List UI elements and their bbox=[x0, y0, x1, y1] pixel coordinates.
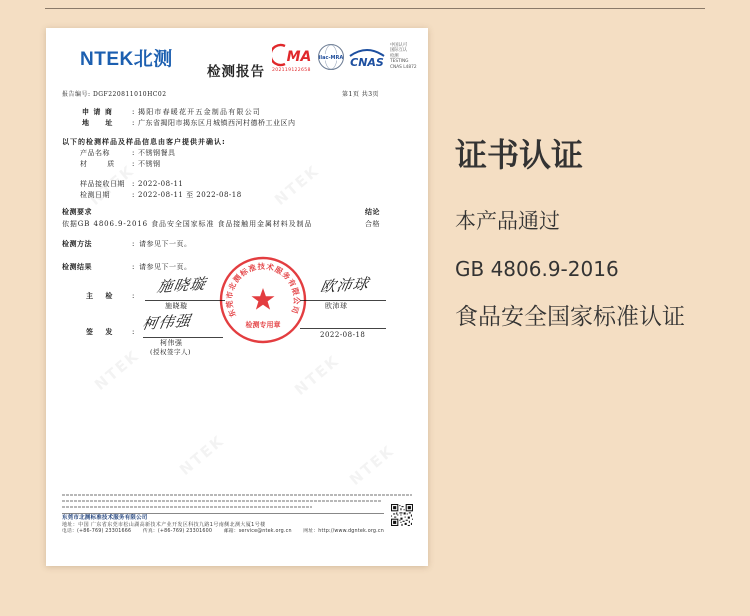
footer-address: 地址：中国 广东省东莞市松山湖高新技术产业开发区科技九路1号南侧北测大厦1号楼 bbox=[62, 522, 266, 528]
inspector-label: 主 检 bbox=[86, 292, 118, 300]
colon: : bbox=[132, 160, 135, 168]
method-label: 检测方法 bbox=[62, 240, 92, 248]
report-number bbox=[62, 92, 167, 98]
applicant-label: 申 请 商 bbox=[82, 108, 113, 116]
watermark bbox=[92, 348, 142, 393]
accreditation-note-line: TESTING bbox=[390, 59, 409, 65]
material-label: 材 质 bbox=[80, 160, 124, 168]
conclusion-heading: 结论 bbox=[365, 208, 380, 216]
seal-center-text: 检测专用章 bbox=[245, 321, 281, 329]
fine-print-line bbox=[62, 506, 312, 508]
issuer-role: (授权签字人) bbox=[150, 348, 192, 356]
colon: : bbox=[132, 191, 135, 199]
footer-phone: 电话：(+86-769) 23301666 bbox=[62, 529, 132, 534]
accreditation-note bbox=[390, 43, 417, 70]
applicant-value: 揭阳市春暖花开五金制品有限公司 bbox=[138, 108, 261, 116]
test-date-label: 检测日期 bbox=[80, 191, 110, 199]
report-title: 检测报告 bbox=[207, 64, 265, 80]
cma-mark: MA bbox=[286, 49, 312, 65]
address-value: 广东省揭阳市揭东区月城镇西河村德桥工业区内 bbox=[138, 119, 296, 127]
ntek-logo: NTEK北测 bbox=[80, 49, 173, 70]
fine-print-line bbox=[62, 494, 412, 496]
test-date-value: 2022-08-11 至 2022-08-18 bbox=[138, 191, 242, 199]
method-value: 请参见下一页。 bbox=[139, 240, 192, 248]
cma-logo bbox=[272, 42, 316, 68]
product-name-value: 不锈钢餐具 bbox=[138, 149, 176, 157]
footer-fax: 传真：(+86-769) 23301600 bbox=[142, 529, 213, 534]
fine-print-line bbox=[62, 500, 382, 502]
colon: : bbox=[132, 149, 135, 157]
footer-contact bbox=[62, 530, 384, 535]
page-info: 第1页 共3页 bbox=[342, 91, 380, 98]
ilac-mark: ilac-MRA bbox=[318, 55, 344, 62]
result-label: 检测结果 bbox=[62, 263, 92, 271]
panel-line-pass: 本产品通过 bbox=[455, 209, 560, 233]
footer-company: 东莞市北测标准技术服务有限公司 bbox=[62, 515, 148, 521]
panel-line-standard: GB 4806.9-2016 bbox=[455, 257, 619, 281]
panel-line-certification: 食品安全国家标准认证 bbox=[455, 304, 685, 330]
seal-ring-text: 东莞市北测标准技术服务有限公司 bbox=[224, 261, 302, 319]
official-seal bbox=[218, 255, 308, 345]
signature-line bbox=[143, 337, 223, 338]
watermark bbox=[177, 433, 227, 478]
colon: : bbox=[132, 119, 135, 127]
date-line bbox=[300, 328, 386, 329]
issue-date: 2022-08-18 bbox=[320, 331, 366, 339]
cnas-mark: CNAS bbox=[350, 56, 384, 69]
inspector-name: 施晓璇 bbox=[165, 302, 188, 310]
product-name-label: 产品名称 bbox=[80, 149, 110, 157]
receive-date-value: 2022-08-11 bbox=[138, 180, 184, 188]
footer-email: 邮箱：service@ntek.org.cn bbox=[223, 529, 292, 534]
cma-number: 202119122658 bbox=[272, 68, 311, 73]
inspector-signature: 施晓璇 bbox=[155, 274, 208, 296]
address-label: 地 址 bbox=[82, 119, 120, 127]
issuer-label: 签 发 bbox=[86, 328, 118, 336]
watermark bbox=[292, 353, 342, 398]
watermark bbox=[347, 443, 397, 488]
report-number-value: DGF220811010HC02 bbox=[92, 91, 167, 98]
accreditation-note-line: 检测 bbox=[390, 53, 399, 59]
accreditation-note-line: CNAS L4872 bbox=[390, 64, 417, 70]
reviewer-name: 欧沛球 bbox=[325, 302, 348, 310]
reviewer-signature: 欧沛球 bbox=[318, 274, 371, 296]
accreditation-note-line: 国际互认 bbox=[390, 48, 408, 54]
ilac-mra-logo bbox=[317, 43, 345, 71]
qr-code bbox=[391, 504, 413, 526]
panel-title: 证书认证 bbox=[455, 136, 584, 174]
colon: : bbox=[132, 180, 135, 188]
colon: : bbox=[132, 108, 135, 116]
report-number-label: 报告编号: bbox=[62, 91, 91, 98]
issuer-signature: 柯伟强 bbox=[140, 311, 193, 333]
result-value: 请参见下一页。 bbox=[139, 263, 192, 271]
test-report-document bbox=[46, 28, 428, 566]
accreditation-note-line: 中国认可 bbox=[390, 43, 408, 48]
watermark bbox=[272, 163, 322, 208]
signature-line bbox=[145, 300, 225, 301]
issuer-name: 柯伟强 bbox=[160, 339, 183, 347]
requirement-heading: 检测要求 bbox=[62, 208, 92, 216]
conclusion-value: 合格 bbox=[365, 220, 380, 228]
colon: : bbox=[132, 263, 135, 271]
footer-divider bbox=[62, 513, 384, 514]
sample-intro: 以下的检测样品及样品信息由客户提供并确认: bbox=[62, 138, 226, 146]
material-value: 不锈钢 bbox=[138, 160, 161, 168]
colon: : bbox=[132, 328, 135, 336]
seal-star-icon bbox=[252, 288, 275, 310]
colon: : bbox=[132, 240, 135, 248]
cnas-logo bbox=[347, 45, 387, 71]
receive-date-label: 样品接收日期 bbox=[80, 180, 125, 188]
signature-line bbox=[300, 300, 386, 301]
colon: : bbox=[132, 292, 135, 300]
footer-website: 网址：http://www.dgntek.org.cn bbox=[303, 529, 384, 534]
top-divider bbox=[45, 8, 705, 9]
requirement-text: 依据GB 4806.9-2016 食品安全国家标准 食品接触用金属材料及制品 bbox=[62, 220, 313, 228]
